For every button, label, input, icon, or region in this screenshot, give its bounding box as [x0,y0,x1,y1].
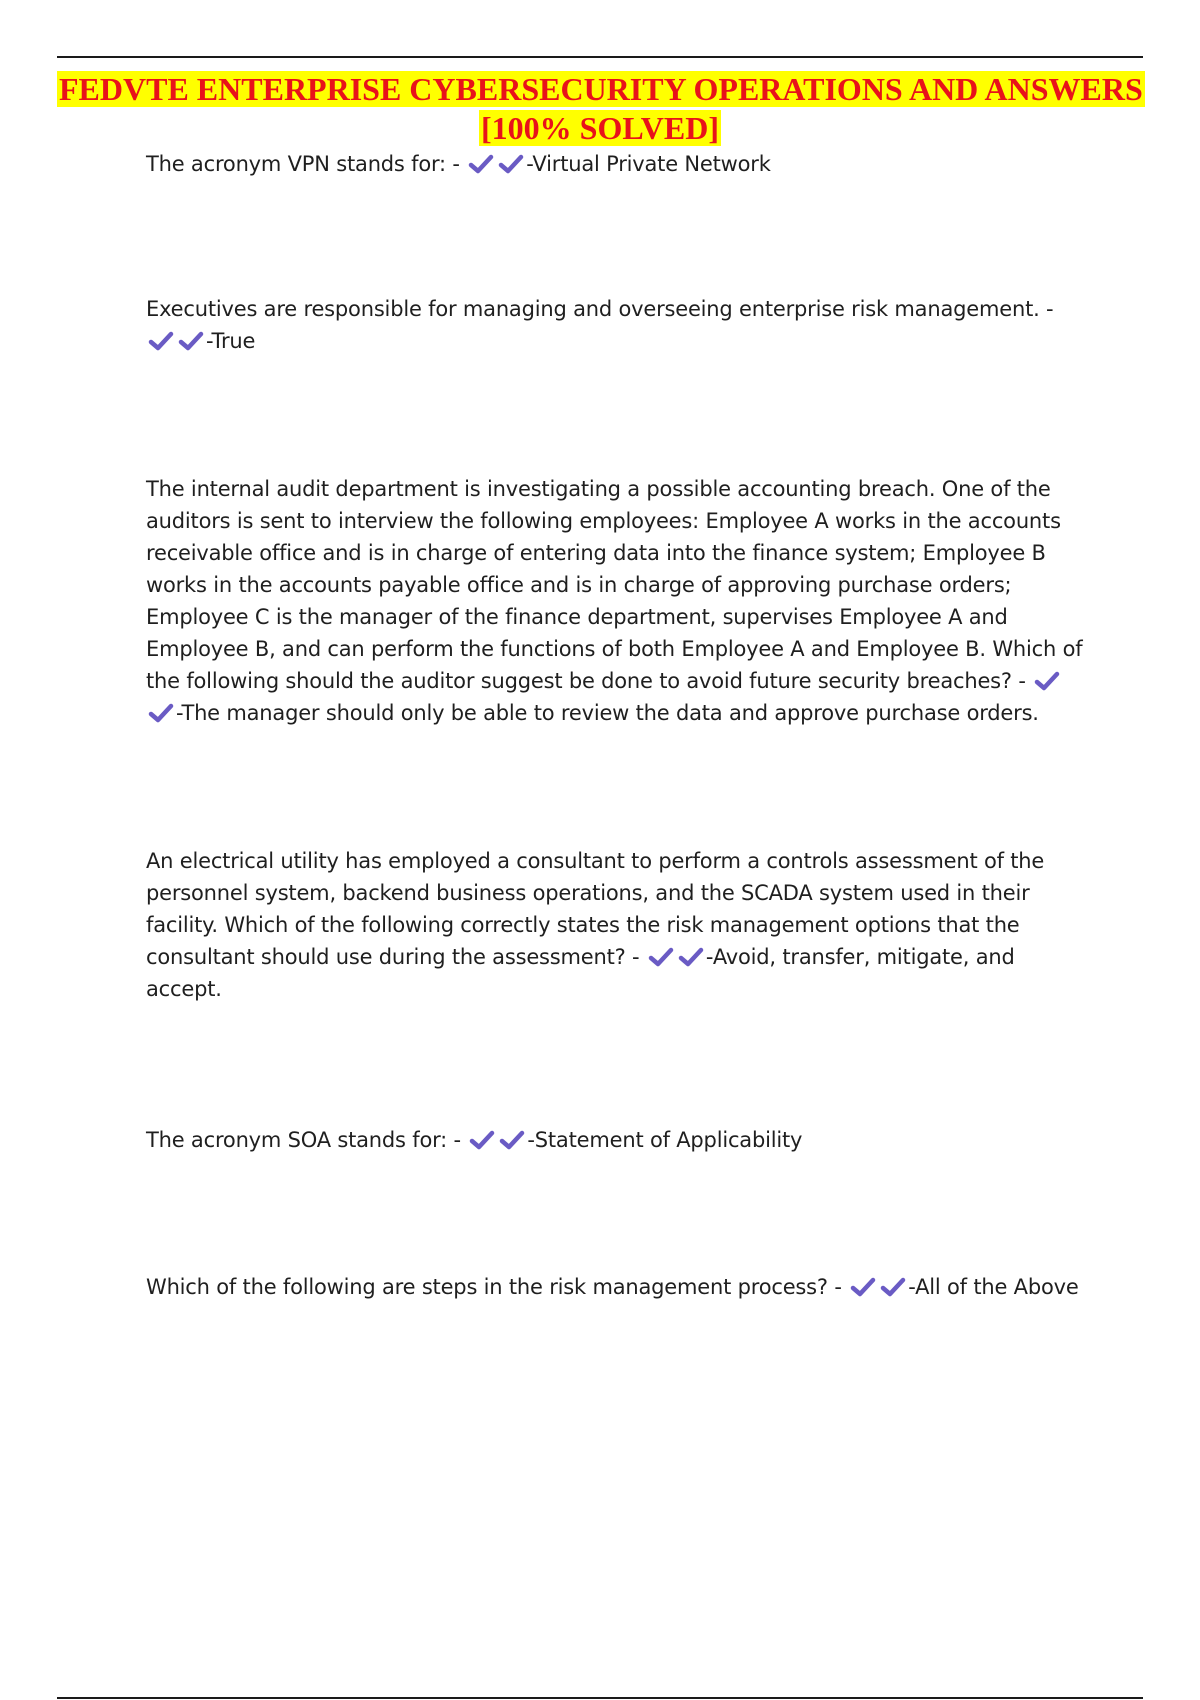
check-icon [178,330,204,352]
qa-item-vpn [146,148,1086,180]
qa-item-executives [146,293,1086,357]
question-text: Which of the following are steps in the risk management process? - [146,1275,842,1299]
title-highlight: FEDVTE ENTERPRISE CYBERSECURITY OPERATIONS AND ANSWERS [100% SOLVED] [59,71,1143,146]
check-icon [468,153,494,175]
check-icon [880,1276,906,1298]
question-text: Executives are responsible for managing and overseeing enterprise risk management. - [146,297,1054,321]
qa-item-risk-process [146,1271,1086,1303]
answer-text: -True [206,329,256,353]
check-icon [148,702,174,724]
check-icon [499,1129,525,1151]
answer-text: -Avoid, transfer, mitigate, and accept. [146,945,1015,1001]
check-icon [678,946,704,968]
check-icon [648,946,674,968]
question-text: The internal audit department is investigating a possible accounting breach. One of the auditors is sent to interview the following employees: Employee A works in the accounts receivable office and is in charge of entering data into the finance system; Employee B works in the accounts payable office and is in charge of approving purchase orders; Employee C is the manager of the finance department, supervises Employee A and Employee B, and can perform the functions of both Employee A and Employee B. Which of the following should the auditor suggest be done to avoid future security breaches? - [146,477,1083,693]
check-icon [498,153,524,175]
qa-item-soa [146,1124,1086,1156]
page-title [57,70,1143,148]
check-icon [1034,670,1060,692]
bottom-rule [57,1697,1143,1699]
answer-text: -Statement of Applicability [527,1128,803,1152]
question-text: An electrical utility has employed a consultant to perform a controls assessment of the personnel system, backend business operations, and the SCADA system used in their facility. Which of the following correctly states the risk management options that the consultant should use during the assessment? - [146,849,1045,969]
question-text: The acronym SOA stands for: - [146,1128,461,1152]
check-icon [148,330,174,352]
answer-text: -All of the Above [908,1275,1079,1299]
qa-item-electrical-utility [146,845,1086,1005]
top-rule [57,56,1143,58]
question-text: The acronym VPN stands for: - [146,152,460,176]
check-icon [469,1129,495,1151]
answer-text: -Virtual Private Network [526,152,771,176]
check-icon [850,1276,876,1298]
qa-item-internal-audit [146,473,1086,729]
answer-text: -The manager should only be able to review the data and approve purchase orders. [176,701,1039,725]
